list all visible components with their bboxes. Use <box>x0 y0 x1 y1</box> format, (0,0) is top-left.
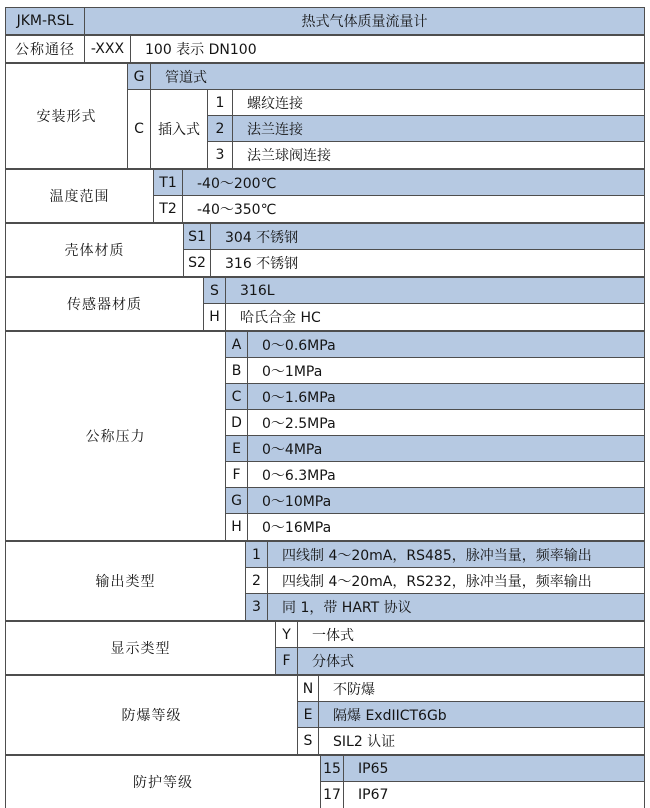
option-desc: 分体式 <box>298 648 644 674</box>
model-code: JKM-RSL <box>6 8 85 34</box>
section-label: 温度范围 <box>6 170 154 222</box>
option-desc: 0～10MPa <box>248 488 644 514</box>
install-option-desc: 法兰连接 <box>233 116 644 142</box>
option-desc: 0～1MPa <box>248 358 644 384</box>
option-desc: 0～6.3MPa <box>248 462 644 488</box>
option-code: 2 <box>246 568 268 594</box>
option-code: H <box>204 304 226 330</box>
option-code: N <box>298 676 319 702</box>
option-code: 17 <box>321 782 344 808</box>
option-code: G <box>226 488 248 514</box>
option-desc: 隔爆 ExdIICT6Gb <box>319 702 644 728</box>
option-desc: 316L <box>226 278 644 304</box>
option-code: A <box>226 332 248 358</box>
install-insert-name: 插入式 <box>151 90 208 168</box>
spec-section <box>5 331 645 541</box>
spec-section <box>5 541 645 621</box>
option-code: 1 <box>246 542 268 568</box>
section-label: 传感器材质 <box>6 278 204 330</box>
install-label: 安装形式 <box>6 64 128 168</box>
option-code: S <box>298 728 319 754</box>
option-desc: 0～16MPa <box>262 520 332 536</box>
section-label: 公称压力 <box>6 332 226 540</box>
option-code: 3 <box>246 594 268 620</box>
option-desc: 0～2.5MPa <box>248 410 644 436</box>
option-code: D <box>226 410 248 436</box>
option-desc: IP65 <box>344 756 644 782</box>
option-desc: 0～1.6MPa <box>248 384 644 410</box>
option-code: S <box>204 278 226 304</box>
install-option-desc: 螺纹连接 <box>233 90 644 116</box>
option-code: B <box>226 358 248 384</box>
product-title: 热式气体质量流量计 <box>85 8 644 34</box>
install-option-code: 3 <box>208 142 233 168</box>
option-code: S2 <box>184 250 211 276</box>
option-desc: SIL2 认证 <box>333 734 396 750</box>
option-code: E <box>226 436 248 462</box>
option-desc: IP67 <box>358 787 389 803</box>
install-option-code: 2 <box>208 116 233 142</box>
spec-section <box>5 277 645 331</box>
diameter-desc: 100 表示 DN100 <box>145 42 257 58</box>
option-desc: 一体式 <box>298 622 644 648</box>
option-code: 15 <box>321 756 344 782</box>
install-pipe-desc: 管道式 <box>151 64 644 90</box>
option-desc: -40～200℃ <box>183 170 644 196</box>
option-code: Y <box>276 622 298 648</box>
option-code: E <box>298 702 319 728</box>
option-desc: 0～4MPa <box>248 436 644 462</box>
diameter-label: 公称通径 <box>6 36 85 62</box>
option-desc: 316 不锈钢 <box>225 256 299 272</box>
section-label: 防爆等级 <box>6 676 298 754</box>
option-desc: -40～350℃ <box>197 202 277 218</box>
install-pipe-code: G <box>128 64 151 90</box>
option-desc: 四线制 4～20mA，RS232，脉冲当量，频率输出 <box>268 568 644 594</box>
option-desc: 不防爆 <box>319 676 644 702</box>
option-code: T1 <box>154 170 183 196</box>
option-code: T2 <box>154 196 183 222</box>
diameter-code: -XXX <box>85 36 131 62</box>
spec-section <box>5 223 645 277</box>
install-section <box>5 63 645 169</box>
install-option-desc: 法兰球阀连接 <box>247 148 331 164</box>
section-label: 显示类型 <box>6 622 276 674</box>
section-label: 输出类型 <box>6 542 246 620</box>
option-desc: 304 不锈钢 <box>211 224 644 250</box>
sections-container <box>5 169 645 808</box>
option-code: H <box>226 514 248 540</box>
option-desc: 同 1，带 HART 协议 <box>268 594 644 620</box>
diameter-row <box>5 35 645 63</box>
section-label: 壳体材质 <box>6 224 184 276</box>
option-code: F <box>226 462 248 488</box>
option-code: S1 <box>184 224 211 250</box>
install-insert-code: C <box>128 90 151 168</box>
header-row <box>5 7 645 35</box>
option-desc: 哈氏合金 HC <box>240 310 321 326</box>
option-desc: 四线制 4～20mA，RS485，脉冲当量，频率输出 <box>268 542 644 568</box>
spec-section <box>5 621 645 675</box>
option-code: F <box>276 648 298 674</box>
install-option-code: 1 <box>208 90 233 116</box>
spec-section <box>5 675 645 755</box>
spec-section <box>5 755 645 808</box>
option-code: C <box>226 384 248 410</box>
option-desc: 0～0.6MPa <box>248 332 644 358</box>
section-label: 防护等级 <box>6 756 321 808</box>
spec-section <box>5 169 645 223</box>
